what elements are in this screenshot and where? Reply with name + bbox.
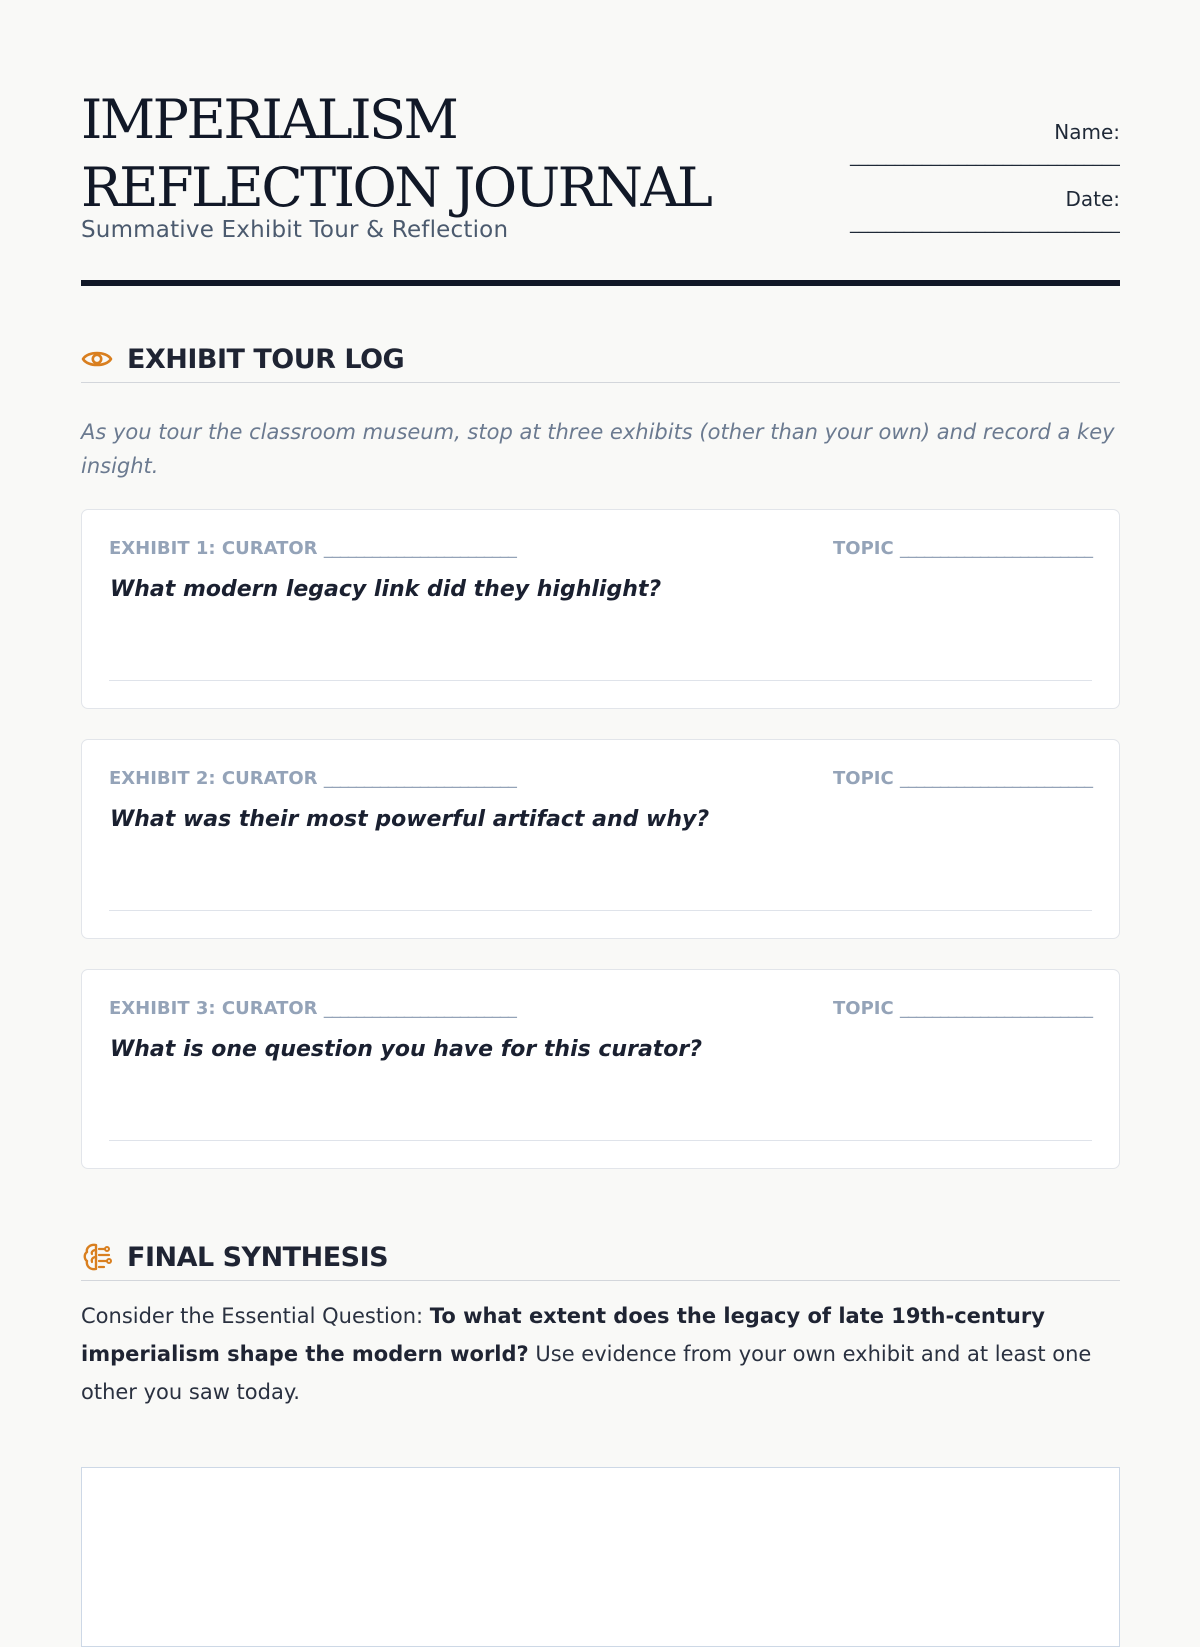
exhibit-question: What is one question you have for this curator? (110, 1037, 703, 1062)
essential-question: To what extent does the legacy of late 19th-century imperialism shape the modern world? (81, 1304, 1045, 1366)
name-field[interactable]: ______________________________ (850, 146, 1120, 167)
curator-label: EXHIBIT 3: CURATOR (109, 998, 318, 1019)
curator-blank: ________________________ (323, 768, 516, 789)
exhibit-curator-field[interactable] (109, 998, 516, 1019)
exhibit-question: What was their most powerful artifact and why? (110, 807, 710, 832)
eye-icon (81, 343, 113, 375)
topic-blank: ________________________ (900, 538, 1092, 559)
curator-label: EXHIBIT 2: CURATOR (109, 768, 318, 789)
answer-line[interactable] (109, 680, 1092, 681)
exhibit-card-2 (81, 739, 1120, 939)
prompt-outro: Use evidence from your own exhibit and at least one other you saw today. (81, 1342, 1092, 1404)
curator-blank: ________________________ (323, 538, 516, 559)
answer-line[interactable] (109, 910, 1092, 911)
topic-blank: ________________________ (900, 998, 1092, 1019)
synthesis-section-header (81, 1240, 1120, 1281)
page-title: IMPERIALISM REFLECTION JOURNAL (81, 88, 711, 219)
curator-label: EXHIBIT 1: CURATOR (109, 538, 318, 559)
brain-icon (81, 1241, 113, 1273)
date-label: Date: (1065, 187, 1120, 211)
synthesis-response-box[interactable] (81, 1467, 1120, 1647)
page-subtitle: Summative Exhibit Tour & Reflection (81, 217, 509, 243)
exhibit-card-3 (81, 969, 1120, 1169)
topic-label: TOPIC (833, 998, 894, 1019)
tour-instructions: As you tour the classroom museum, stop at three exhibits (other than your own) and record a key insight. (81, 420, 1115, 478)
synthesis-prompt (81, 1297, 1120, 1411)
exhibit-curator-field[interactable] (109, 768, 516, 789)
topic-label: TOPIC (833, 538, 894, 559)
topic-label: TOPIC (833, 768, 894, 789)
exhibit-topic-field[interactable] (833, 768, 1092, 789)
prompt-intro: Consider the Essential Question: (81, 1304, 430, 1328)
tour-section-title: EXHIBIT TOUR LOG (127, 344, 405, 375)
student-info (800, 118, 1120, 252)
exhibit-curator-field[interactable] (109, 538, 516, 559)
exhibit-question: What modern legacy link did they highlight? (110, 577, 662, 602)
curator-blank: ________________________ (323, 998, 516, 1019)
date-field[interactable]: ______________________________ (850, 213, 1120, 234)
topic-blank: ________________________ (900, 768, 1092, 789)
answer-line[interactable] (109, 1140, 1092, 1141)
exhibit-card-1 (81, 509, 1120, 709)
header-divider (81, 280, 1120, 286)
page-header (81, 86, 1120, 286)
tour-section-header (81, 342, 1120, 383)
exhibit-topic-field[interactable] (833, 538, 1092, 559)
name-label: Name: (1054, 120, 1120, 144)
synthesis-section-title: FINAL SYNTHESIS (127, 1242, 389, 1273)
exhibit-topic-field[interactable] (833, 998, 1092, 1019)
